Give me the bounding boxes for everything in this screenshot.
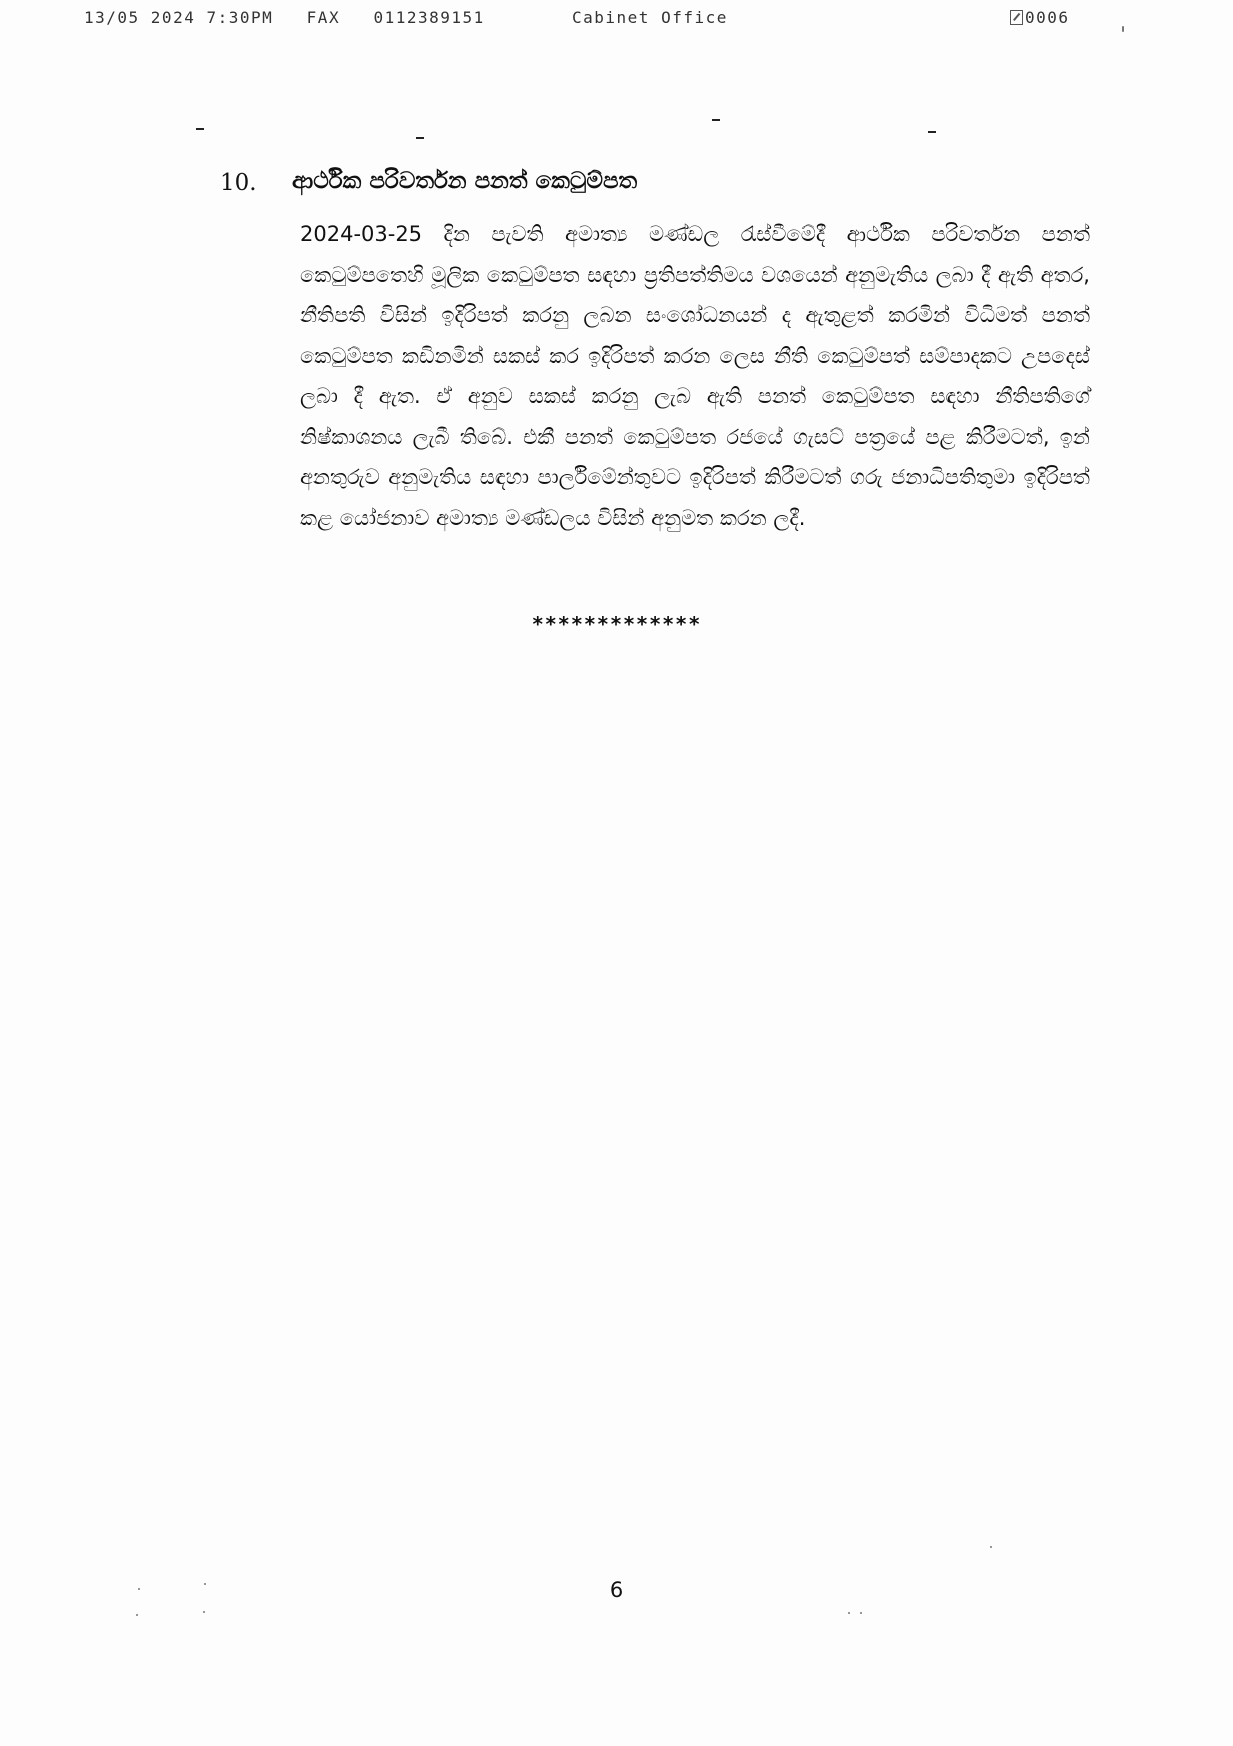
scan-speck [928, 131, 936, 133]
item-body-paragraph: 2024-03-25 දින පැවති අමාත්‍ය මණ්ඩල රැස්වීමේදී ආර්ථික පරිවර්තන පනත් කෙටුම්පතෙහි මූලික කෙටුම්පත සඳහා ප්‍රතිපත්තිමය වශයෙන් අනුමැතිය ලබා දී ඇති අතර, නීතිපති විසින් ඉදිරිපත් කරනු ලබන සංශෝධනයන් ද ඇතුළත් කරමින් විධිමත් පනත් කෙටුම්පත කඩිනමින් සකස් කර ඉදිරිපත් කරන ලෙස නීති කෙටුම්පත් සම්පාදකට උපදෙස් ලබා දී ඇත. ඒ අනුව සකස් කරනු ලැබ ඇති පනත් කෙටුම්පත සඳහා නීතිපතිගේ නිෂ්කාශනය ලැබී තිබේ. එකී පනත් කෙටුම්පත රජයේ ගැසට් පත්‍රයේ පළ කිරීමටත්, ඉන් අනතුරුව අනුමැතිය සඳහා පාර්ලිමේන්තුවට ඉදිරිපත් කිරීමටත් ගරු ජනාධිපතිතුමා ඉදිරිපත් කළ යෝජනාව අමාත්‍ය මණ්ඩලය විසින් අනුමත කරන ලදී. [300, 222, 1090, 530]
fax-header [84, 8, 1124, 32]
fax-date-line [84, 8, 485, 27]
scan-speck [196, 128, 204, 130]
fax-number: 0112389151 [373, 8, 485, 27]
section-separator: ************* [531, 612, 702, 636]
fax-page-code [1010, 8, 1070, 27]
checkbox-mark-icon [1010, 10, 1023, 25]
scan-speck [136, 1614, 138, 1616]
scan-speck [1122, 26, 1124, 32]
fax-page-code-text: 0006 [1025, 8, 1070, 27]
scan-speck [848, 1612, 850, 1614]
fax-sender: Cabinet Office [572, 8, 728, 27]
fax-label: FAX [306, 8, 341, 27]
scan-speck [203, 1611, 205, 1613]
scan-speck [860, 1612, 862, 1614]
item-number: 10. [220, 170, 257, 196]
fax-date-time: 13/05 2024 7:30PM [84, 8, 274, 27]
scan-speck [416, 137, 424, 139]
scan-speck [712, 119, 720, 121]
item-title: ආර්ථික පරිවර්තන පනත් කෙටුම්පත [292, 168, 638, 194]
page-number: 6 [609, 1578, 624, 1602]
scan-speck [990, 1546, 992, 1548]
